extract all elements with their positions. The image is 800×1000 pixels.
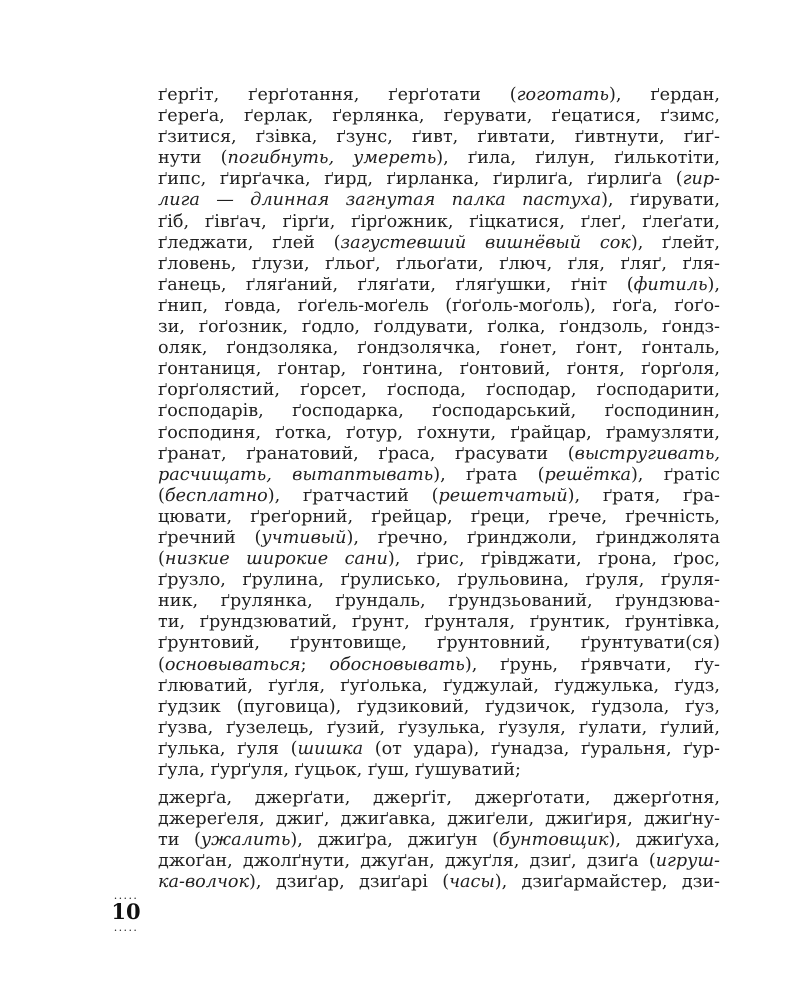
text-line: ґонтаниця, ґонтар, ґонтина, ґонтовий, ґонтя, ґорґоля, xyxy=(158,359,720,380)
text-line: джерґа, джерґати, джерґіт, джерґотати, джерґотня, xyxy=(158,788,720,808)
text-line: ти (ужалить), джиґра, джиґун (бунтовщик), джиґуха, xyxy=(158,830,720,851)
text-line: нути (погибнуть, умереть), ґила, ґилун, ґилькотіти, xyxy=(158,148,721,169)
main-text-block-1 xyxy=(158,85,720,781)
text-line: ґрузло, ґрулина, ґрулисько, ґрульовина, ґруля, ґруля- xyxy=(158,570,720,591)
page-folio xyxy=(110,889,142,934)
text-line: ґудзик (пуговица), ґудзиковий, ґудзичок, ґудзола, ґуз, xyxy=(158,696,720,717)
text-line: зи, ґоґозник, ґодло, ґолдувати, ґолка, ґондзоль, ґондз- xyxy=(158,317,720,338)
text-line: (бесплатно), ґратчастий (решетчатый), ґратя, ґра- xyxy=(158,485,720,506)
text-line: ґрунтовий, ґрунтовище, ґрунтовний, ґрунтувати(ся) xyxy=(158,633,720,654)
text-line: расчищать, вытаптывать), ґрата (решётка), ґратіс xyxy=(158,464,720,485)
text-line: джоґан, джолґнути, джуґан, джуґля, дзиґ, дзиґа (игруш- xyxy=(158,851,720,872)
text-line: ґосподарів, ґосподарка, ґосподарський, ґосподинин, xyxy=(158,401,720,422)
text-line: ґерґіт, ґерґотання, ґерґотати (гоготать), ґердан, xyxy=(158,85,720,105)
page-number: 10 xyxy=(111,899,141,924)
text-line: цювати, ґреґорний, ґрейцар, ґреци, ґрече, ґречність, xyxy=(158,506,720,527)
text-line: оляк, ґондзоляка, ґондзолячка, ґонет, ґонт, ґонталь, xyxy=(158,338,720,359)
text-line: ґипс, ґирґачка, ґирд, ґирланка, ґирлиґа, ґирлиґа (гир- xyxy=(158,169,720,190)
text-line: ґорґолястий, ґорсет, ґоспода, ґосподар, ґосподарити, xyxy=(158,380,720,401)
text-line: ка-волчок), дзиґар, дзиґарі (часы), дзиґармайстер, дзи- xyxy=(158,872,720,893)
text-line: (низкие широкие сани), ґрис, ґрівджати, ґрона, ґрос, xyxy=(158,549,720,570)
text-line: ґловень, ґлузи, ґльоґ, ґльоґати, ґлюч, ґля, ґляґ, ґля- xyxy=(158,253,720,274)
folio-dots-bottom: ..... xyxy=(113,921,139,934)
text-line: ґереґа, ґерлак, ґерлянка, ґерувати, ґецатися, ґзимс, xyxy=(158,106,720,127)
text-line: ґзитися, ґзівка, ґзунс, ґивт, ґивтати, ґивтнути, ґиґ- xyxy=(158,127,720,148)
text-line: ґлюватий, ґуґля, ґуґолька, ґуджулай, ґуджулька, ґудз, xyxy=(158,675,720,696)
text-line: ґулька, ґуля (шишка (от удара), ґунадза, ґуральня, ґур- xyxy=(158,738,720,759)
text-line: ґранат, ґранатовий, ґраса, ґрасувати (выстругивать, xyxy=(158,443,720,464)
text-line: ґосподиня, ґотка, ґотур, ґохнути, ґрайцар, ґрамузляти, xyxy=(158,422,720,443)
text-line: ґледжати, ґлей (загустевший вишнёвый сок), ґлейт, xyxy=(158,232,720,253)
text-line: лига — длинная загнутая палка пастуха), ґирувати, xyxy=(158,190,721,211)
text-line: (основываться; обосновывать), ґрунь, ґрявчати, ґу- xyxy=(158,654,720,675)
text-line: ґіб, ґівґач, ґірґи, ґірґожник, ґіцкатися, ґлеґ, ґлеґати, xyxy=(158,211,720,232)
text-line: ник, ґрулянка, ґрундаль, ґрундзьований, ґрундзюва- xyxy=(158,591,720,612)
folio-dots-top: ..... xyxy=(113,889,139,902)
text-line: ти, ґрундзюватий, ґрунт, ґрунталя, ґрунтик, ґрунтівка, xyxy=(158,612,720,633)
text-line: ґузва, ґузелець, ґузий, ґузулька, ґузуля, ґулати, ґулий, xyxy=(158,717,720,738)
text-line: джереґеля, джиґ, джиґавка, джиґели, джиґиря, джиґну- xyxy=(158,809,720,830)
text-line: ґречний (учтивый), ґречно, ґринджоли, ґринджолята xyxy=(158,527,720,548)
text-line: ґанець, ґляґаний, ґляґати, ґляґушки, ґніт (фитиль), xyxy=(158,274,720,295)
main-text-block-2 xyxy=(158,788,720,893)
text-line: ґнип, ґовда, ґоґель-моґель (ґоґоль-моґоль), ґоґа, ґоґо- xyxy=(158,295,720,316)
text-line: ґула, ґурґуля, ґуцьок, ґуш, ґушуватий; xyxy=(158,760,521,780)
